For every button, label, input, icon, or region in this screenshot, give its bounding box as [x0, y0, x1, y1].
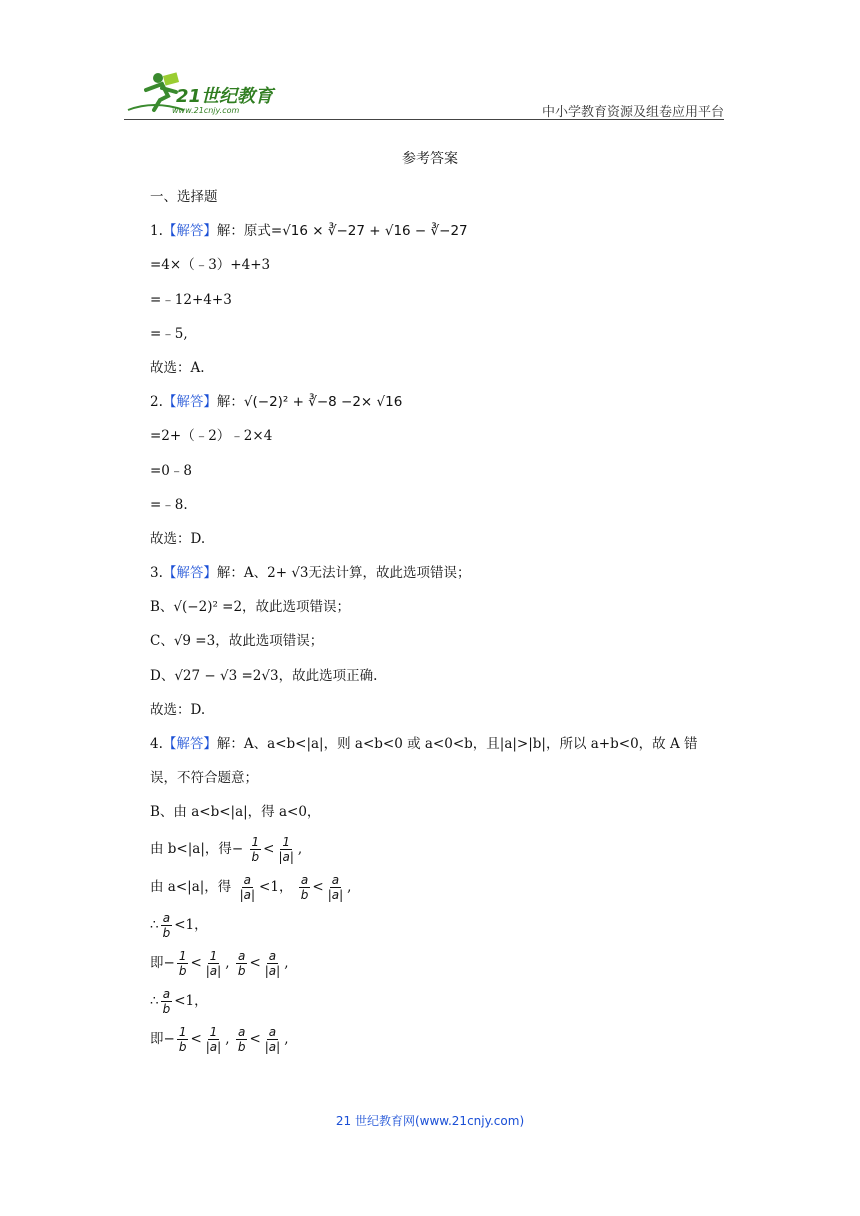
logo-text: 21世纪教育	[176, 86, 274, 107]
fraction: $\frac{a}{|a|}$	[264, 948, 281, 978]
q4-line-b2: 由 b<|a|，得− $\frac{1}{b}$ < $\frac{1}{|a|}$ ,	[150, 834, 303, 864]
q2-expression: √(−2)² + ∛−8 −2× √16	[243, 394, 403, 411]
fraction: $\frac{1}{b}$	[178, 948, 187, 978]
answer-tag: 【解答】	[162, 223, 217, 240]
q1-line-2: =4×（﹣3）+4+3	[150, 257, 271, 274]
q2-line-4: =﹣8.	[150, 496, 188, 513]
q4-line-a1: 4.【解答】解：A、a<b<|a|，则 a<b<0 或 a<0<b，且|a|>|b|，所以 a+b<0，故 A 错	[150, 736, 698, 752]
fraction: $\frac{a}{|a|}$	[327, 872, 344, 902]
q4-ji-2: 即− $\frac{1}{b}$ < $\frac{1}{|a|}$ , $\frac{a}{b}$ < $\frac{a}{|a|}$ ,	[150, 1024, 289, 1054]
answer-tag: 【解答】	[162, 565, 217, 582]
q1-line-1: 1.【解答】解：原式=√16 × ∛−27 + √16 − ∛−27	[150, 223, 468, 240]
q2-answer: 故选：D.	[150, 530, 206, 547]
fraction: $\frac{1}{b}$	[178, 1024, 187, 1054]
fraction: $\frac{a}{|a|}$	[239, 872, 256, 902]
q3-line-b: B、√(−2)² =2，故此选项错误；	[150, 599, 351, 616]
logo-url: www.21cnjy.com	[172, 106, 240, 115]
fraction: $\frac{a}{b}$	[162, 910, 171, 940]
fraction: $\frac{a}{b}$	[300, 872, 309, 902]
q1-answer: 故选：A.	[150, 359, 205, 376]
section-heading: 一、选择题	[150, 189, 218, 205]
fraction: $\frac{1}{|a|}$	[278, 834, 294, 864]
question-number: 4.	[150, 736, 163, 752]
question-number: 1.	[150, 223, 163, 240]
q3-line-a: 3.【解答】解：A、2+ √3无法计算，故此选项错误；	[150, 565, 471, 582]
q4-line-a2: 误，不符合题意；	[150, 770, 258, 787]
fraction: $\frac{a}{b}$	[162, 986, 171, 1016]
page-title: 参考答案	[402, 151, 458, 167]
footer-link[interactable]: 21 世纪教育网(www.21cnjy.com)	[335, 1114, 525, 1128]
q4-line-b1: B、由 a<b<|a|，得 a<0，	[150, 804, 321, 821]
platform-label: 中小学教育资源及组卷应用平台	[541, 105, 724, 120]
q4-therefore-1: ∴ $\frac{a}{b}$ <1，	[150, 910, 208, 940]
q2-line-1: 2.【解答】解：√(−2)² + ∛−8 −2× √16	[150, 394, 403, 411]
q1-expression: √16 × ∛−27 + √16 − ∛−27	[282, 223, 468, 240]
q1-line-4: =﹣5,	[150, 325, 188, 342]
question-number: 3.	[150, 565, 163, 582]
q3-line-d: D、√27 − √3 =2√3，故此选项正确.	[150, 667, 378, 684]
q3-answer: 故选：D.	[150, 701, 206, 718]
q4-ji-1: 即− $\frac{1}{b}$ < $\frac{1}{|a|}$ , $\frac{a}{b}$ < $\frac{a}{|a|}$ ,	[150, 948, 289, 978]
fraction: $\frac{1}{|a|}$	[205, 1024, 222, 1054]
q4-therefore-2: ∴ $\frac{a}{b}$ <1，	[150, 986, 208, 1016]
q1-line-3: =﹣12+4+3	[150, 291, 232, 308]
answer-tag: 【解答】	[162, 736, 217, 752]
answer-content	[150, 180, 732, 1058]
question-number: 2.	[150, 394, 163, 411]
fraction: $\frac{a}{b}$	[237, 1024, 246, 1054]
q2-line-3: =0﹣8	[150, 462, 192, 479]
q2-line-2: =2+（﹣2）﹣2×4	[150, 428, 273, 445]
fraction: $\frac{a}{b}$	[237, 948, 246, 978]
fraction: $\frac{1}{|a|}$	[205, 948, 222, 978]
fraction: $\frac{a}{|a|}$	[264, 1024, 281, 1054]
header-divider	[124, 119, 724, 120]
q3-line-c: C、√9 =3，故此选项错误；	[150, 633, 324, 650]
answer-tag: 【解答】	[162, 394, 217, 411]
fraction: $\frac{1}{b}$	[251, 834, 260, 864]
q4-line-b3: 由 a<|a|，得 $\frac{a}{|a|}$ <1， $\frac{a}{b}$ < $\frac{a}{|a|}$ ,	[150, 872, 352, 902]
